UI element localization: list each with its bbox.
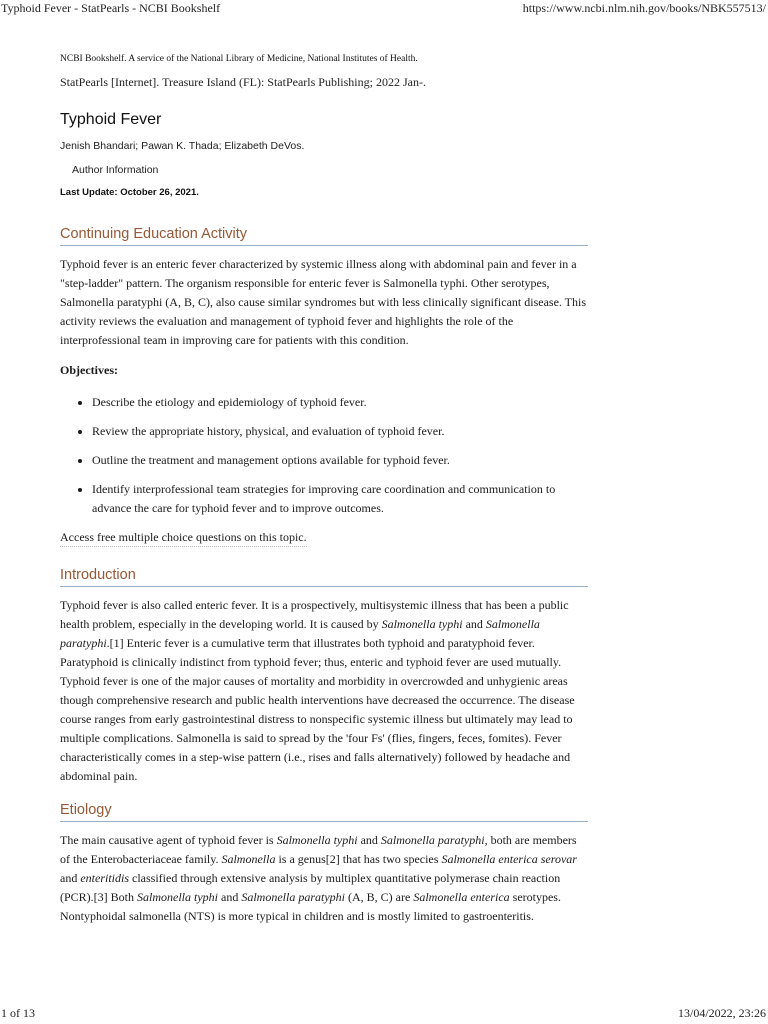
etiology-text: , both are members of the Enterobacteriaceae family. — [60, 833, 577, 866]
objectives-list — [60, 393, 588, 518]
last-update — [60, 186, 588, 200]
print-footer — [0, 1004, 768, 1024]
etiology-organism-name: enteritidis — [80, 871, 129, 885]
page-title: Typhoid Fever — [60, 111, 162, 128]
access-questions-wrap — [60, 528, 588, 547]
bookshelf-banner[interactable]: NCBI Bookshelf. A service of the National Library of Medicine, National Institutes of Health. — [60, 54, 418, 64]
etiology-organism-name: Salmonella typhi — [276, 833, 358, 847]
objective-item: • Identify interprofessional team strategies for improving care coordination and communication to advance the care for typhoid fever and to improve outcomes. — [92, 480, 588, 518]
etiology-text: and — [218, 890, 242, 904]
etiology-text: (A, B, C) are — [345, 890, 414, 904]
etiology-text: serotypes. Nontyphoidal salmonella (NTS) is more typical in children and is mostly limited to gastroenteritis. — [60, 890, 561, 923]
etiology-text: and — [357, 833, 381, 847]
print-header — [0, 0, 768, 18]
last-update-value: October 26, 2021. — [120, 187, 199, 198]
intro-organism-name: Salmonella typhi — [381, 617, 463, 631]
etiology-organism-name: Salmonella paratyphi — [380, 833, 485, 847]
introduction-paragraph — [60, 596, 588, 786]
citation: StatPearls [Internet]. Treasure Island (FL): StatPearls Publishing; 2022 Jan-. — [60, 75, 426, 89]
print-header-url[interactable]: https://www.ncbi.nlm.nih.gov/books/NBK557513/ — [522, 1, 766, 15]
author-list[interactable]: Jenish Bhandari; Pawan K. Thada; Elizabeth DeVos. — [60, 140, 305, 152]
last-update-label: Last Update: — [60, 187, 118, 198]
access-questions-link[interactable]: Access free multiple choice questions on this topic. — [60, 529, 307, 547]
objectives-label: Objectives: — [60, 363, 118, 377]
section-heading-continuing-education: Continuing Education Activity — [60, 225, 588, 246]
etiology-text: is a genus[2] that has two species — [275, 852, 442, 866]
page-number: 1 of 13 — [1, 1006, 35, 1020]
etiology-organism-name: Salmonella enterica serovar — [441, 852, 577, 866]
etiology-paragraph — [60, 831, 588, 926]
article-content — [60, 52, 588, 926]
etiology-text: The main causative agent of typhoid fever is — [60, 833, 277, 847]
objective-item: • Describe the etiology and epidemiology of typhoid fever. — [92, 393, 588, 412]
section-heading-etiology: Etiology — [60, 801, 588, 822]
etiology-organism-name: Salmonella enterica — [413, 890, 510, 904]
intro-text: and — [462, 617, 486, 631]
ce-paragraph: Typhoid fever is an enteric fever characterized by systemic illness along with abdominal pain and fever in a "step-ladder" pattern. The organism responsible for enteric fever is Salmonella typhi. Other serotypes, Salmonella paratyphi (A, B, C), also cause similar syndromes but with less clinically significant disease. This activity reviews the evaluation and management of typhoid fever and highlights the role of the interprofessional team in improving care for patients with this condition. — [60, 257, 587, 347]
author-information-link[interactable]: Author Information — [72, 164, 159, 176]
intro-text: .[1] Enteric fever is a cumulative term that illustrates both typhoid and paratyphoid fever. Paratyphoid is clinically indistinct from typhoid fever; thus, enteric and typhoid fever are used mutually. Typhoid fever is one of the major causes of mortality and morbidity in overcrowded and unhygienic areas though comprehensive research and public health interventions have decreased the occurrence. The disease course ranges from early gastrointestinal distress to nonspecific systemic illness but ultimately may lead to multiple complications. Salmonella is said to spread by the 'four Fs' (flies, fingers, feces, fomites). Fever characteristically comes in a step-wise pattern (i.e., rises and falls alternatively) followed by headache and abdominal pain. — [60, 636, 575, 783]
etiology-text: classified through extensive analysis by multiplex quantitative polymerase chain reaction (PCR).[3] Both — [60, 871, 561, 904]
etiology-organism-name: Salmonella paratyphi — [241, 890, 346, 904]
etiology-text: and — [60, 871, 81, 885]
objective-item: • Review the appropriate history, physical, and evaluation of typhoid fever. — [92, 422, 588, 441]
intro-text: Typhoid fever is also called enteric fever. It is a prospectively, multisystemic illness that has been a public health problem, especially in the developing world. It is caused by — [60, 598, 569, 631]
print-datetime: 13/04/2022, 23:26 — [677, 1006, 766, 1020]
etiology-organism-name: Salmonella — [221, 852, 276, 866]
section-heading-introduction: Introduction — [60, 566, 588, 587]
intro-organism-name: Salmonella paratyphi — [60, 617, 540, 650]
objective-item: • Outline the treatment and management options available for typhoid fever. — [92, 451, 588, 470]
print-header-title: Typhoid Fever - StatPearls - NCBI Bookshelf — [1, 1, 221, 15]
etiology-organism-name: Salmonella typhi — [137, 890, 219, 904]
